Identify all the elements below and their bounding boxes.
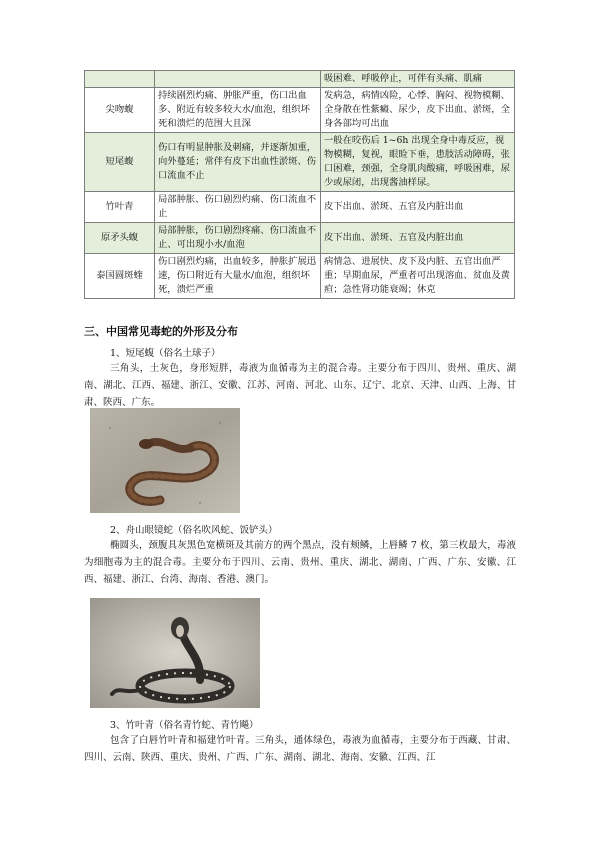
table-body (85, 71, 515, 299)
local-symptoms-cell: 局部肿胀、伤口剧烈灼痛、伤口流血不止 (155, 192, 321, 223)
snake-1-description: 三角头，土灰色，身形短胖，毒液为血循毒为主的混合毒。主要分布于四川、贵州、重庆、湖南、湖北、江西、福建、浙江、安徽、江苏、河南、河北、山东、辽宁、北京、天津、山西、上海、甘肃、陕西、广东。 (84, 363, 516, 408)
systemic-symptoms-cell: 吸困难、呼吸停止，可伴有头痛、肌痛 (321, 71, 515, 88)
table-row (85, 254, 515, 299)
systemic-symptoms-cell: 病情急、进展快、皮下及内脏、五官出血严重；早期血尿，严重者可出现溶血、贫血及黄疸；急性肾功能衰竭；休克 (321, 254, 515, 299)
local-symptoms-cell (155, 71, 321, 88)
systemic-symptoms-cell: 皮下出血、淤斑、五官及内脏出血 (321, 223, 515, 254)
chinese-cobra-photo (90, 598, 260, 708)
table-row (85, 223, 515, 254)
local-symptoms-cell: 伤口有明显肿胀及刺痛，并逐渐加重，向外蔓延；常伴有皮下出血性淤斑、伤口流血不止 (155, 133, 321, 192)
snake-name-cell: 尖吻蝮 (85, 88, 155, 133)
venom-symptom-table (84, 70, 515, 299)
local-symptoms-cell: 局部肿胀，伤口剧烈疼痛、伤口流血不止、可出现小水/血泡 (155, 223, 321, 254)
local-symptoms-cell: 持续剧烈灼痛、肿胀严重，伤口出血多、附近有较多较大水/血泡，组织坏死和溃烂的范围大且深 (155, 88, 321, 133)
systemic-symptoms-cell: 发病急，病情凶险，心悸、胸闷、视物模糊、全身散在性紫癜、尿少，皮下出血、淤斑，全身各部均可出血 (321, 88, 515, 133)
snake-name-cell: 原矛头蝮 (85, 223, 155, 254)
section-title: 三、中国常见毒蛇的外形及分布 (84, 325, 238, 338)
snake-3-description: 包含了白唇竹叶青和福建竹叶青。三角头，通体绿色，毒液为血循毒，主要分布于西藏、甘肃、四川、云南、陕西、重庆、贵州、广西、广东、湖南、湖北、海南、安徽、江西、江 (84, 735, 516, 763)
table-row (85, 192, 515, 223)
local-symptoms-cell: 伤口剧烈灼痛，出血较多，肿胀扩展迅速，伤口附近有大量水/血泡，组织坏死，溃烂严重 (155, 254, 321, 299)
table-row (85, 88, 515, 133)
snake-1-heading: 1、短尾蝮（俗名土球子） (110, 348, 221, 359)
snake-2-heading: 2、舟山眼镜蛇（俗名吹风蛇、饭铲头） (110, 525, 278, 536)
snake-2-description: 椭圆头，颈腹具灰黑色宽横斑及其前方的两个黑点，没有颊鳞，上唇鳞 7 枚，第三枚最大，毒液为细胞毒为主的混合毒。主要分布于四川、云南、贵州、重庆、湖北、湖南、广西、广东、安徽、江西、福建、浙江、台湾、海南、香港、澳门。 (84, 540, 516, 585)
short-tailed-pit-viper-photo (90, 408, 240, 513)
systemic-symptoms-cell: 一般在咬伤后 1~6h 出现全身中毒反应，视物模糊，复视，眼睑下垂，患肢活动障碍，张口困难，颈强，全身肌肉酸痛，呼吸困难，尿少或尿闭，出现酱油样尿。 (321, 133, 515, 192)
table-row (85, 71, 515, 88)
table-row (85, 133, 515, 192)
snake-name-cell: 短尾蝮 (85, 133, 155, 192)
snake-name-cell: 泰国圆斑蝰 (85, 254, 155, 299)
snake-3-heading: 3、竹叶青（俗名青竹蛇、青竹飚） (110, 720, 259, 731)
snake-name-cell: 竹叶青 (85, 192, 155, 223)
systemic-symptoms-cell: 皮下出血、淤斑、五官及内脏出血 (321, 192, 515, 223)
snake-name-cell (85, 71, 155, 88)
